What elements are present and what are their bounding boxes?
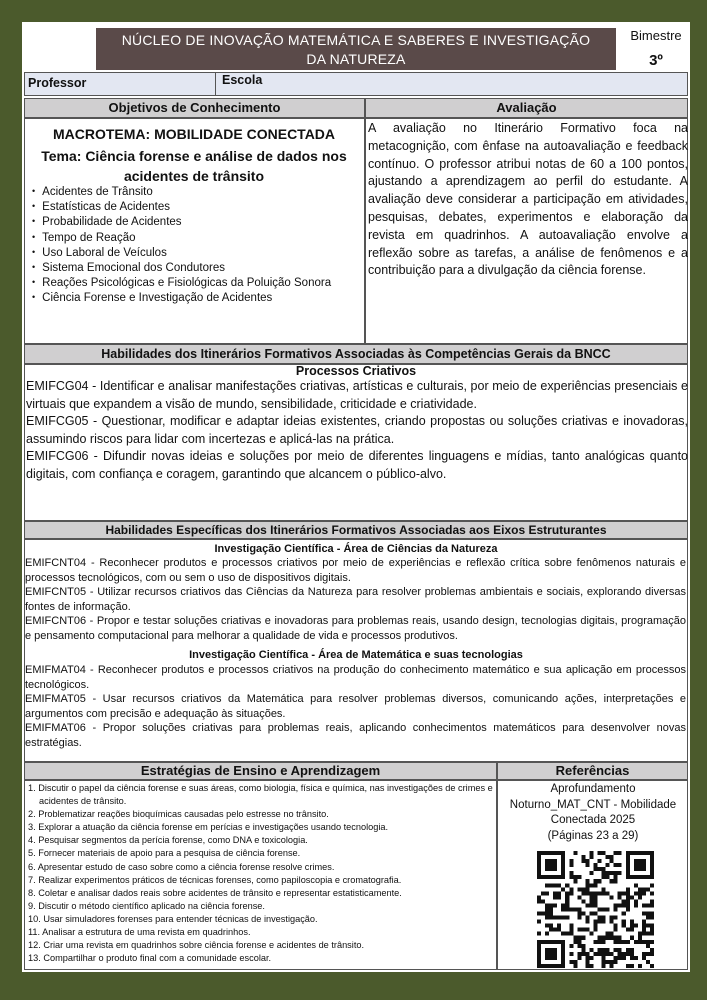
tema-title-line1: Tema: Ciência forense e análise de dados nos [41,148,347,164]
avaliacao-text: A avaliação no Itinerário Formativo foca na metacognição, com ênfase na autoavaliação e feedback contínuo. O professor atribui notas de 60 a 100 pontos, ajustando a aprendizagem ao perfil do estudante. A avaliação deve considerar a participação em atividades, pesquisas, debates, experimentos e elaboração da revista em quadrinhos. A autoavaliação envolve a reflexão sobre as tarefas, a análise de fenômenos e a contribuição para a divulgação da ciência forense. [368,121,688,278]
list-item: 10. Usar simuladores forenses para entender técnicas de investigação. [28,913,318,924]
habilidade-item: EMIFCNT06 - Propor e testar soluções criativas e inovadoras para problemas reais, usando design, tecnologias digitais, programação e pensamento computacional para melhorar a qualidade de vida e processos produtivos. [25,615,686,642]
ref-line: Aprofundamento [550,783,636,795]
bimestre-label: Bimestre [630,28,682,43]
referencias-heading: Referências [497,762,688,780]
processos-criativos-title: Processos Criativos [295,364,417,378]
list-item: • Reações Psicológicas e Fisiológicas da Poluição Sonora [32,276,367,291]
tema-title [24,146,364,186]
habilidade-item: EMIFMAT04 - Reconhecer produtos e processos criativos na produção do conhecimento matemático e sua aplicação em processos tecnológicos. [25,664,686,691]
estrategias-heading: Estratégias de Ensino e Aprendizagem [24,762,497,780]
list-item: • Acidentes de Trânsito [32,185,367,200]
professor-label: Professor [28,76,87,90]
macrotema-title: MACROTEMA: MOBILIDADE CONECTADA [52,126,336,142]
list-item: 8. Coletar e analisar dados reais sobre acidentes de trânsito e representar estatisticamente. [28,887,402,898]
list-item: 1. Discutir o papel da ciência forense e suas áreas, como biologia, física e química, nas investigações de crimes e acidentes de trânsito. [28,783,493,807]
list-item: 9. Discutir o método científico aplicado na ciência forense. [28,900,265,911]
list-item: 11. Analisar a estrutura de uma revista em quadrinhos. [28,927,251,938]
habilidade-item: EMIFMAT06 - Propor soluções criativas para problemas reais, aplicando conhecimentos matemáticos para desenvolver novas estratégias. [25,722,686,749]
list-item: • Ciência Forense e Investigação de Acidentes [32,291,367,306]
habilidades-especificas-heading: Habilidades Específicas dos Itinerários Formativos Associadas aos Eixos Estruturantes [24,521,688,539]
list-item: 2. Problematizar reações bioquímicas causadas pelo estresse no trânsito. [28,809,329,820]
ref-line: Conectada 2025 [550,814,636,826]
habilidade-item: EMIFMAT05 - Usar recursos criativos da Matemática para resolver problemas diversos, comunicando ações, interpretações e argumentos com precisão e adequação às situações. [25,693,686,720]
qr-code-icon[interactable] [537,851,654,968]
escola-label: Escola [222,73,263,87]
list-item: 4. Pesquisar segmentos da perícia forense, como DNA e toxicologia. [28,835,308,846]
topics-list [32,185,367,307]
list-item: 7. Realizar experimentos práticos de técnicas forenses, como papiloscopia e cromatografia. [28,874,402,885]
ref-line: Noturno_MAT_CNT - Mobilidade [509,798,677,811]
habilidade-item: EMIFCNT04 - Reconhecer produtos e processos criativos por meio de experiências e reflexão crítica sobre fenômenos naturais e processos tecnológicos, com ou sem o uso de dispositivos digitais. [25,557,686,584]
cn-subtitle: Investigação Científica - Área de Ciências da Natureza [214,543,498,555]
avaliacao-heading: Avaliação [365,98,688,118]
habilidades-gerais-heading: Habilidades dos Itinerários Formativos Associadas às Competências Gerais da BNCC [24,344,688,364]
cn-habilidades-text [25,556,686,643]
ref-line: (Páginas 23 a 29) [547,829,639,842]
header-title [96,28,616,70]
habilidade-item: EMIFCNT05 - Utilizar recursos criativos das Ciências da Natureza para resolver problemas ambientais e sociais, explorando diversas fontes de informação. [25,586,686,613]
list-item: • Probabilidade de Acidentes [32,215,367,230]
list-item: 13. Compartilhar o produto final com a comunidade escolar. [28,953,272,964]
list-item: • Sistema Emocional dos Condutores [32,261,367,276]
objetivos-heading: Objetivos de Conhecimento [24,98,365,118]
list-item: 5. Fornecer materiais de apoio para a pesquisa de ciência forense. [28,848,301,859]
list-item: 12. Criar uma revista em quadrinhos sobre ciência forense e acidentes de trânsito. [28,940,365,951]
habilidade-item: EMIFCG05 - Questionar, modificar e adaptar ideias existentes, criando propostas ou soluções criativas e inovadoras, assumindo riscos para lidar com incertezas e aplicá-las na prática. [26,414,688,446]
mat-habilidades-text [25,663,686,750]
list-item: 3. Explorar a atuação da ciência forense em perícias e investigações usando tecnologia. [28,822,389,833]
list-item: • Tempo de Reação [32,231,367,246]
list-item: • Estatísticas de Acidentes [32,200,367,215]
planning-sheet [22,22,690,972]
info-row-divider [215,72,216,96]
header-title-line2: DA NATUREZA [306,51,406,67]
mat-subtitle: Investigação Científica - Área de Matemática e suas tecnologias [189,649,523,661]
header-title-line1: NÚCLEO DE INOVAÇÃO MATEMÁTICA E SABERES E INVESTIGAÇÃO [121,32,591,48]
list-item: • Uso Laboral de Veículos [32,246,367,261]
habilidades-gerais-text [26,378,688,483]
referencias-text [498,782,688,844]
info-row [24,72,688,96]
habilidade-item: EMIFCG04 - Identificar e analisar manifestações criativas, artísticas e culturais, por meio de experiências presenciais e virtuais que expandem a visão de mundo, sensibilidade, criticidade e criatividade. [26,379,688,411]
list-item: 6. Apresentar estudo de caso sobre como a ciência forense resolve crimes. [28,861,335,872]
estrategias-list [28,782,498,965]
habilidade-item: EMIFCG06 - Difundir novas ideias e soluções por meio de diferentes linguagens e mídias, tanto analógicas quanto digitais, com confiança e coragem, garantindo que alcancem o público-alvo. [26,449,688,481]
tema-title-line2: acidentes de trânsito [123,168,265,184]
bimestre-value: 3º [649,52,663,69]
